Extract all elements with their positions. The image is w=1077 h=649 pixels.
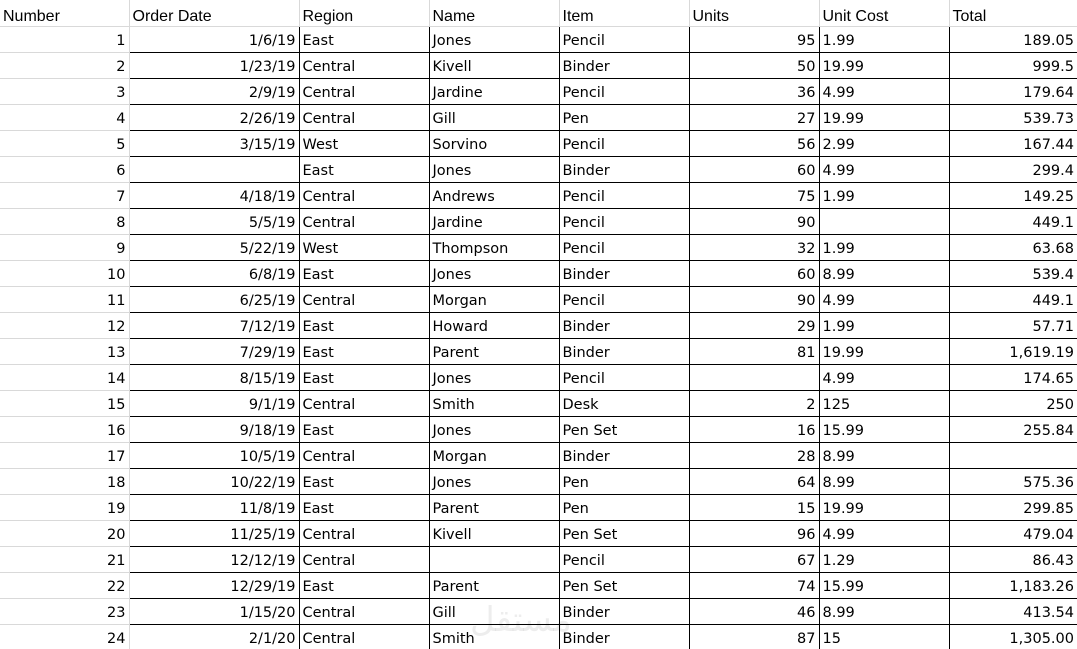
cell-order-date[interactable]: 1/15/20 (129, 599, 299, 625)
cell-number[interactable]: 16 (0, 417, 129, 443)
cell-total[interactable]: 539.4 (949, 261, 1077, 287)
cell-name[interactable]: Jones (429, 365, 559, 391)
cell-order-date[interactable]: 11/8/19 (129, 495, 299, 521)
cell-number[interactable]: 21 (0, 547, 129, 573)
cell-units[interactable]: 90 (689, 209, 819, 235)
cell-units[interactable]: 50 (689, 53, 819, 79)
cell-total[interactable] (949, 443, 1077, 469)
cell-number[interactable]: 20 (0, 521, 129, 547)
cell-units[interactable]: 36 (689, 79, 819, 105)
cell-region[interactable]: East (299, 339, 429, 365)
cell-item[interactable]: Binder (559, 157, 689, 183)
cell-item[interactable]: Pencil (559, 547, 689, 573)
cell-total[interactable]: 449.1 (949, 209, 1077, 235)
cell-region[interactable]: East (299, 495, 429, 521)
cell-number[interactable]: 4 (0, 105, 129, 131)
cell-total[interactable]: 299.85 (949, 495, 1077, 521)
header-units[interactable]: Units (689, 0, 819, 27)
cell-units[interactable]: 27 (689, 105, 819, 131)
cell-name[interactable]: Jones (429, 157, 559, 183)
cell-units[interactable]: 87 (689, 625, 819, 649)
cell-units[interactable]: 60 (689, 157, 819, 183)
cell-item[interactable]: Binder (559, 339, 689, 365)
cell-order-date[interactable]: 5/5/19 (129, 209, 299, 235)
cell-unit-cost[interactable]: 8.99 (819, 443, 949, 469)
cell-name[interactable]: Smith (429, 625, 559, 649)
table-row (0, 105, 1077, 131)
cell-name[interactable]: Kivell (429, 521, 559, 547)
cell-item[interactable]: Pen Set (559, 573, 689, 599)
cell-name[interactable]: Andrews (429, 183, 559, 209)
cell-name[interactable]: Gill (429, 105, 559, 131)
cell-order-date[interactable]: 9/1/19 (129, 391, 299, 417)
cell-unit-cost[interactable]: 125 (819, 391, 949, 417)
cell-total[interactable]: 149.25 (949, 183, 1077, 209)
table-row (0, 339, 1077, 365)
cell-name[interactable]: Morgan (429, 443, 559, 469)
cell-region[interactable]: Central (299, 599, 429, 625)
table-row (0, 391, 1077, 417)
cell-item[interactable]: Binder (559, 443, 689, 469)
cell-number[interactable]: 22 (0, 573, 129, 599)
cell-order-date[interactable]: 12/12/19 (129, 547, 299, 573)
cell-units[interactable]: 28 (689, 443, 819, 469)
cell-total[interactable]: 449.1 (949, 287, 1077, 313)
cell-unit-cost[interactable]: 8.99 (819, 469, 949, 495)
cell-region[interactable]: Central (299, 79, 429, 105)
cell-item[interactable]: Binder (559, 261, 689, 287)
cell-order-date[interactable]: 7/29/19 (129, 339, 299, 365)
cell-name[interactable]: Jones (429, 261, 559, 287)
cell-name[interactable]: Jones (429, 27, 559, 53)
cell-units[interactable]: 15 (689, 495, 819, 521)
cell-name[interactable]: Parent (429, 495, 559, 521)
cell-units[interactable]: 95 (689, 27, 819, 53)
table-row (0, 53, 1077, 79)
table-row (0, 157, 1077, 183)
cell-number[interactable]: 9 (0, 235, 129, 261)
cell-unit-cost[interactable]: 4.99 (819, 287, 949, 313)
cell-order-date[interactable]: 10/5/19 (129, 443, 299, 469)
cell-unit-cost[interactable]: 4.99 (819, 79, 949, 105)
cell-units[interactable]: 29 (689, 313, 819, 339)
table-row (0, 625, 1077, 649)
cell-item[interactable]: Binder (559, 313, 689, 339)
table-row (0, 235, 1077, 261)
table-row (0, 521, 1077, 547)
cell-units[interactable]: 32 (689, 235, 819, 261)
cell-unit-cost[interactable]: 4.99 (819, 157, 949, 183)
cell-name[interactable] (429, 547, 559, 573)
cell-unit-cost[interactable]: 1.29 (819, 547, 949, 573)
cell-item[interactable]: Desk (559, 391, 689, 417)
cell-total[interactable]: 1,305.00 (949, 625, 1077, 649)
header-region[interactable]: Region (299, 0, 429, 27)
cell-order-date[interactable]: 2/9/19 (129, 79, 299, 105)
cell-number[interactable]: 15 (0, 391, 129, 417)
cell-item[interactable]: Pencil (559, 131, 689, 157)
cell-name[interactable]: Howard (429, 313, 559, 339)
cell-unit-cost[interactable]: 1.99 (819, 313, 949, 339)
cell-units[interactable]: 90 (689, 287, 819, 313)
cell-total[interactable]: 539.73 (949, 105, 1077, 131)
cell-region[interactable]: Central (299, 547, 429, 573)
table-row (0, 469, 1077, 495)
cell-item[interactable]: Pencil (559, 365, 689, 391)
cell-total[interactable]: 575.36 (949, 469, 1077, 495)
header-unit-cost[interactable]: Unit Cost (819, 0, 949, 27)
cell-number[interactable]: 23 (0, 599, 129, 625)
cell-number[interactable]: 5 (0, 131, 129, 157)
cell-name[interactable]: Jardine (429, 79, 559, 105)
cell-unit-cost[interactable]: 19.99 (819, 53, 949, 79)
cell-unit-cost[interactable]: 8.99 (819, 261, 949, 287)
cell-order-date[interactable] (129, 157, 299, 183)
cell-total[interactable]: 167.44 (949, 131, 1077, 157)
cell-region[interactable]: Central (299, 521, 429, 547)
table-row (0, 79, 1077, 105)
cell-unit-cost[interactable]: 15 (819, 625, 949, 649)
header-number[interactable]: Number (0, 0, 129, 27)
table-row (0, 495, 1077, 521)
cell-region[interactable]: Central (299, 183, 429, 209)
cell-total[interactable]: 299.4 (949, 157, 1077, 183)
watermark: مستقل (470, 600, 572, 640)
table-row (0, 183, 1077, 209)
cell-units[interactable]: 2 (689, 391, 819, 417)
cell-region[interactable]: East (299, 261, 429, 287)
cell-units[interactable]: 60 (689, 261, 819, 287)
cell-number[interactable]: 18 (0, 469, 129, 495)
cell-units[interactable]: 67 (689, 547, 819, 573)
cell-units[interactable]: 96 (689, 521, 819, 547)
cell-total[interactable]: 250 (949, 391, 1077, 417)
cell-item[interactable]: Binder (559, 599, 689, 625)
cell-region[interactable]: Central (299, 53, 429, 79)
table-row (0, 573, 1077, 599)
cell-item[interactable]: Pencil (559, 79, 689, 105)
cell-unit-cost[interactable]: 19.99 (819, 105, 949, 131)
cell-number[interactable]: 24 (0, 625, 129, 649)
cell-item[interactable]: Pencil (559, 209, 689, 235)
cell-region[interactable]: East (299, 573, 429, 599)
cell-units[interactable]: 56 (689, 131, 819, 157)
cell-total[interactable]: 413.54 (949, 599, 1077, 625)
cell-name[interactable]: Gill (429, 599, 559, 625)
table-row (0, 365, 1077, 391)
cell-order-date[interactable]: 11/25/19 (129, 521, 299, 547)
cell-total[interactable]: 999.5 (949, 53, 1077, 79)
cell-item[interactable]: Pen Set (559, 521, 689, 547)
cell-name[interactable]: Jardine (429, 209, 559, 235)
cell-name[interactable]: Morgan (429, 287, 559, 313)
cell-name[interactable]: Parent (429, 573, 559, 599)
cell-number[interactable]: 14 (0, 365, 129, 391)
cell-total[interactable]: 255.84 (949, 417, 1077, 443)
cell-region[interactable]: Central (299, 209, 429, 235)
cell-name[interactable]: Smith (429, 391, 559, 417)
header-row (0, 0, 1077, 27)
cell-item[interactable]: Pencil (559, 27, 689, 53)
cell-unit-cost[interactable]: 19.99 (819, 495, 949, 521)
cell-number[interactable]: 10 (0, 261, 129, 287)
cell-unit-cost[interactable]: 8.99 (819, 599, 949, 625)
cell-units[interactable]: 64 (689, 469, 819, 495)
cell-units[interactable] (689, 365, 819, 391)
cell-unit-cost[interactable]: 15.99 (819, 573, 949, 599)
cell-region[interactable]: East (299, 27, 429, 53)
cell-unit-cost[interactable]: 4.99 (819, 521, 949, 547)
cell-region[interactable]: East (299, 157, 429, 183)
cell-order-date[interactable]: 2/26/19 (129, 105, 299, 131)
cell-item[interactable]: Binder (559, 625, 689, 649)
cell-item[interactable]: Pen (559, 495, 689, 521)
cell-number[interactable]: 11 (0, 287, 129, 313)
table-row (0, 287, 1077, 313)
cell-total[interactable]: 179.64 (949, 79, 1077, 105)
cell-name[interactable]: Sorvino (429, 131, 559, 157)
header-total[interactable]: Total (949, 0, 1077, 27)
cell-order-date[interactable]: 10/22/19 (129, 469, 299, 495)
cell-region[interactable]: Central (299, 443, 429, 469)
cell-order-date[interactable]: 12/29/19 (129, 573, 299, 599)
table-row (0, 209, 1077, 235)
cell-region[interactable]: East (299, 365, 429, 391)
cell-order-date[interactable]: 9/18/19 (129, 417, 299, 443)
cell-item[interactable]: Pen (559, 469, 689, 495)
cell-name[interactable]: Jones (429, 417, 559, 443)
cell-order-date[interactable]: 5/22/19 (129, 235, 299, 261)
cell-units[interactable]: 74 (689, 573, 819, 599)
header-name[interactable]: Name (429, 0, 559, 27)
cell-total[interactable]: 1,619.19 (949, 339, 1077, 365)
cell-number[interactable]: 2 (0, 53, 129, 79)
cell-order-date[interactable]: 6/25/19 (129, 287, 299, 313)
cell-number[interactable]: 1 (0, 27, 129, 53)
cell-region[interactable]: Central (299, 287, 429, 313)
cell-item[interactable]: Binder (559, 53, 689, 79)
header-item[interactable]: Item (559, 0, 689, 27)
cell-region[interactable]: East (299, 313, 429, 339)
cell-item[interactable]: Pen Set (559, 417, 689, 443)
cell-unit-cost[interactable]: 19.99 (819, 339, 949, 365)
table-row (0, 443, 1077, 469)
cell-region[interactable]: West (299, 131, 429, 157)
cell-units[interactable]: 75 (689, 183, 819, 209)
cell-unit-cost[interactable]: 4.99 (819, 365, 949, 391)
table-row (0, 417, 1077, 443)
cell-region[interactable]: Central (299, 625, 429, 649)
cell-order-date[interactable]: 6/8/19 (129, 261, 299, 287)
cell-order-date[interactable]: 1/6/19 (129, 27, 299, 53)
cell-number[interactable]: 12 (0, 313, 129, 339)
cell-unit-cost[interactable]: 15.99 (819, 417, 949, 443)
cell-order-date[interactable]: 1/23/19 (129, 53, 299, 79)
cell-total[interactable]: 189.05 (949, 27, 1077, 53)
cell-number[interactable]: 7 (0, 183, 129, 209)
cell-name[interactable]: Parent (429, 339, 559, 365)
cell-total[interactable]: 57.71 (949, 313, 1077, 339)
cell-unit-cost[interactable]: 1.99 (819, 27, 949, 53)
cell-order-date[interactable]: 3/15/19 (129, 131, 299, 157)
cell-order-date[interactable]: 2/1/20 (129, 625, 299, 649)
cell-number[interactable]: 17 (0, 443, 129, 469)
cell-number[interactable]: 6 (0, 157, 129, 183)
cell-order-date[interactable]: 8/15/19 (129, 365, 299, 391)
cell-total[interactable]: 174.65 (949, 365, 1077, 391)
cell-total[interactable]: 86.43 (949, 547, 1077, 573)
table-row (0, 313, 1077, 339)
cell-item[interactable]: Pencil (559, 183, 689, 209)
table-row (0, 261, 1077, 287)
cell-region[interactable]: East (299, 469, 429, 495)
cell-number[interactable]: 13 (0, 339, 129, 365)
cell-units[interactable]: 46 (689, 599, 819, 625)
cell-region[interactable]: Central (299, 105, 429, 131)
cell-unit-cost[interactable]: 1.99 (819, 183, 949, 209)
cell-total[interactable]: 479.04 (949, 521, 1077, 547)
cell-region[interactable]: East (299, 417, 429, 443)
cell-unit-cost[interactable]: 1.99 (819, 235, 949, 261)
cell-region[interactable]: West (299, 235, 429, 261)
cell-total[interactable]: 63.68 (949, 235, 1077, 261)
cell-order-date[interactable]: 4/18/19 (129, 183, 299, 209)
cell-name[interactable]: Jones (429, 469, 559, 495)
cell-item[interactable]: Pencil (559, 235, 689, 261)
cell-region[interactable]: Central (299, 391, 429, 417)
table-row (0, 599, 1077, 625)
cell-units[interactable]: 16 (689, 417, 819, 443)
cell-name[interactable]: Thompson (429, 235, 559, 261)
table-row (0, 131, 1077, 157)
cell-item[interactable]: Pen (559, 105, 689, 131)
cell-number[interactable]: 8 (0, 209, 129, 235)
cell-item[interactable]: Pencil (559, 287, 689, 313)
cell-number[interactable]: 3 (0, 79, 129, 105)
header-order-date[interactable]: Order Date (129, 0, 299, 27)
cell-unit-cost[interactable] (819, 209, 949, 235)
cell-total[interactable]: 1,183.26 (949, 573, 1077, 599)
cell-unit-cost[interactable]: 2.99 (819, 131, 949, 157)
cell-number[interactable]: 19 (0, 495, 129, 521)
cell-name[interactable]: Kivell (429, 53, 559, 79)
table-row (0, 27, 1077, 53)
cell-order-date[interactable]: 7/12/19 (129, 313, 299, 339)
table-row (0, 547, 1077, 573)
cell-units[interactable]: 81 (689, 339, 819, 365)
